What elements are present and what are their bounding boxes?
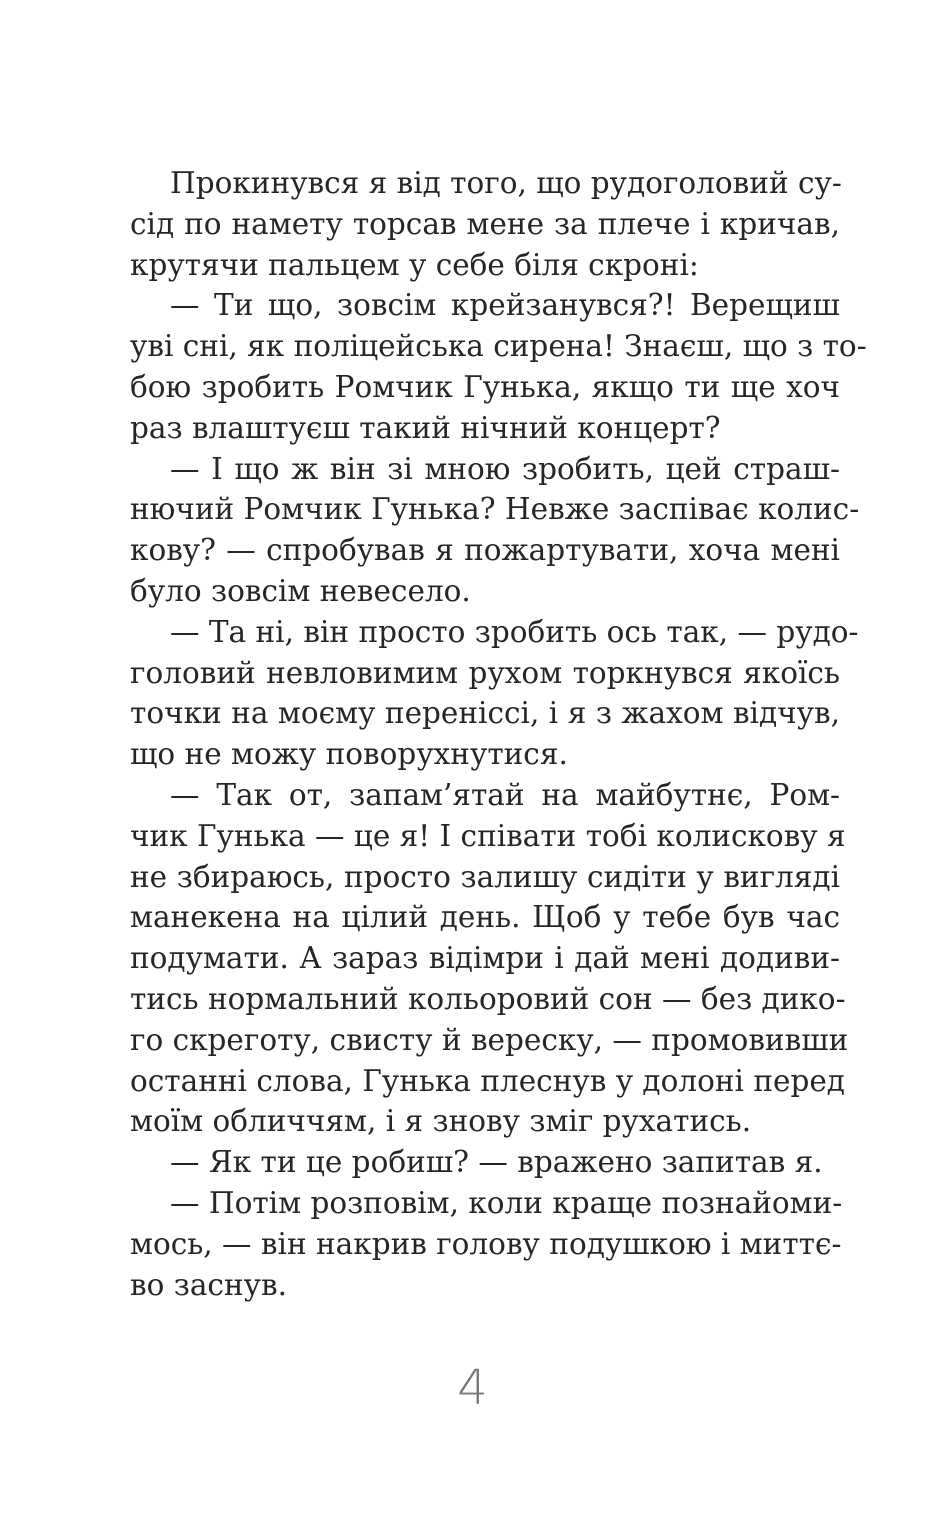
text-line: подумати. А зараз відімри і дай мені додиви- bbox=[130, 941, 840, 976]
text-line: останні слова, Гунька плеснув у долоні перед bbox=[130, 1063, 845, 1098]
text-line: було зовсім невесело. bbox=[130, 573, 471, 608]
text-line: моїм обличчям, і я знову зміг рухатись. bbox=[130, 1104, 752, 1139]
paragraph bbox=[130, 1142, 840, 1183]
text-line: мось, — він накрив голову подушкою і миттє- bbox=[130, 1226, 842, 1261]
text-line: во заснув. bbox=[130, 1267, 287, 1302]
text-line: сід по намету торсав мене за плече і кричав, bbox=[130, 206, 840, 241]
text-line: — Як ти це робиш? — вражено запитав я. bbox=[170, 1145, 823, 1180]
paragraph bbox=[130, 285, 867, 448]
body-text bbox=[130, 163, 867, 1305]
text-line: бою зробить Ромчик Гунька, якщо ти ще хоч bbox=[130, 369, 840, 404]
text-line: — І що ж він зі мною зробить, цей страш- bbox=[170, 451, 840, 486]
text-line: Прокинувся я від того, що рудоголовий су- bbox=[170, 166, 842, 200]
text-line: нючий Ромчик Гунька? Невже заспіває колис- bbox=[130, 492, 860, 527]
text-line: — Так от, запам’ятай на майбутнє, Ром- bbox=[170, 777, 840, 812]
text-line: — Та ні, він просто зробить ось так, — рудо- bbox=[170, 614, 859, 649]
text-line: чик Гунька — це я! І співати тобі колискову я bbox=[130, 818, 846, 853]
paragraph bbox=[130, 449, 860, 612]
text-line: кову? — спробував я пожартувати, хоча мені bbox=[130, 533, 840, 568]
text-line: — Потім розповім, коли краще познайоми- bbox=[170, 1185, 843, 1220]
paragraph bbox=[130, 163, 840, 285]
paragraph bbox=[130, 1183, 843, 1305]
text-line: головий невловимим рухом торкнувся якоїсь bbox=[130, 655, 840, 690]
text-line: раз влаштуєш такий нічний концерт? bbox=[130, 410, 721, 445]
text-line: крутячи пальцем у себе біля скроні: bbox=[130, 247, 699, 282]
text-line: манекена на цілий день. Щоб у тебе був час bbox=[130, 900, 840, 935]
paragraph bbox=[130, 612, 859, 775]
paragraph bbox=[130, 775, 849, 1142]
text-line: точки на моєму переніссі, і я з жахом відчув, bbox=[130, 696, 840, 731]
text-line: — Ти що, зовсім крейзанувся?! Верещиш bbox=[170, 288, 840, 323]
text-line: що не можу поворухнутися. bbox=[130, 737, 568, 772]
text-line: го скреготу, свисту й вереску, — промовивши bbox=[130, 1022, 849, 1057]
page-number: 4 bbox=[457, 1360, 488, 1416]
text-line: тись нормальний кольоровий сон — без дико- bbox=[130, 981, 846, 1016]
text-line: уві сні, як поліцейська сирена! Знаєш, що з то- bbox=[130, 329, 867, 364]
text-line: не збираюсь, просто залишу сидіти у вигляді bbox=[130, 859, 840, 894]
